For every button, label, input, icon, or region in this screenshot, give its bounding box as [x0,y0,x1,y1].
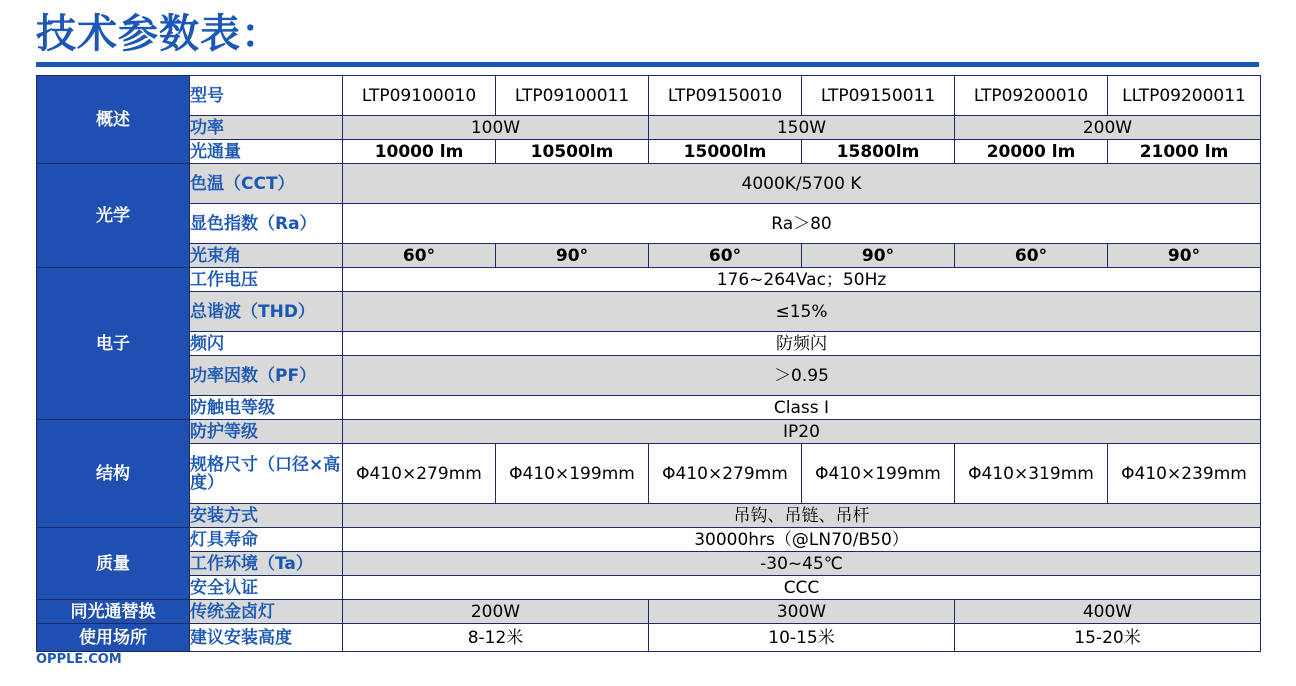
table-row [37,396,1261,420]
flux-cell: 20000 lm [955,140,1108,164]
halide-cell: 200W [343,600,649,624]
size-cell: Φ410×279mm [649,444,802,504]
category-usage: 使用场所 [37,624,190,652]
power-cell: 200W [955,116,1261,140]
row-label-shock: 防触电等级 [190,396,343,420]
flux-cell: 10500lm [496,140,649,164]
table-row [37,292,1261,332]
row-label-height: 建议安装高度 [190,624,343,652]
category-quality: 质量 [37,528,190,600]
row-label-cri: 显色指数（Ra） [190,204,343,244]
table-row [37,504,1261,528]
footer-website: OPPLE.COM [36,652,122,667]
table-row [37,444,1261,504]
table-row [37,356,1261,396]
row-label-life: 灯具寿命 [190,528,343,552]
category-structure: 结构 [37,420,190,528]
pf-cell: ＞0.95 [343,356,1261,396]
flux-cell: 15800lm [802,140,955,164]
table-row [37,116,1261,140]
halide-cell: 300W [649,600,955,624]
size-cell: Φ410×239mm [1108,444,1261,504]
table-row [37,552,1261,576]
model-cell: LTP09150010 [649,76,802,116]
row-label-env: 工作环境（Ta） [190,552,343,576]
halide-cell: 400W [955,600,1261,624]
table-row [37,528,1261,552]
flux-cell: 10000 lm [343,140,496,164]
row-label-size: 规格尺寸（口径×高度） [190,444,343,504]
thd-cell: ≤15% [343,292,1261,332]
model-cell: LTP09150011 [802,76,955,116]
row-label-beam: 光束角 [190,244,343,268]
power-cell: 100W [343,116,649,140]
beam-cell: 90° [802,244,955,268]
row-label-power: 功率 [190,116,343,140]
table-row [37,332,1261,356]
size-cell: Φ410×199mm [496,444,649,504]
row-label-flicker: 频闪 [190,332,343,356]
beam-cell: 60° [649,244,802,268]
table-row [37,268,1261,292]
table-row [37,76,1261,116]
env-cell: -30~45℃ [343,552,1261,576]
beam-cell: 60° [955,244,1108,268]
flux-cell: 21000 lm [1108,140,1261,164]
row-label-halide: 传统金卤灯 [190,600,343,624]
flux-cell: 15000lm [649,140,802,164]
flicker-cell: 防频闪 [343,332,1261,356]
table-row [37,420,1261,444]
page-title: 技术参数表： [36,11,282,57]
table-row [37,140,1261,164]
beam-cell: 90° [496,244,649,268]
row-label-cct: 色温（CCT） [190,164,343,204]
ip-cell: IP20 [343,420,1261,444]
table-row [37,600,1261,624]
row-label-ip: 防护等级 [190,420,343,444]
model-cell: LLTP09200011 [1108,76,1261,116]
height-cell: 10-15米 [649,624,955,652]
row-label-thd: 总谐波（THD） [190,292,343,332]
height-cell: 8-12米 [343,624,649,652]
model-cell: LTP09100010 [343,76,496,116]
shock-cell: Class I [343,396,1261,420]
size-cell: Φ410×279mm [343,444,496,504]
category-overview: 概述 [37,76,190,164]
cert-cell: CCC [343,576,1261,600]
voltage-cell: 176~264Vac；50Hz [343,268,1261,292]
row-label-pf: 功率因数（PF） [190,356,343,396]
life-cell: 30000hrs（@LN70/B50） [343,528,1261,552]
table-row [37,204,1261,244]
row-label-mount: 安装方式 [190,504,343,528]
category-electrical: 电子 [37,268,190,420]
table-row [37,624,1261,652]
table-row [37,164,1261,204]
table-row [37,244,1261,268]
row-label-flux: 光通量 [190,140,343,164]
beam-cell: 60° [343,244,496,268]
row-label-voltage: 工作电压 [190,268,343,292]
height-cell: 15-20米 [955,624,1261,652]
spec-table [36,75,1261,652]
cct-cell: 4000K/5700 K [343,164,1261,204]
mount-cell: 吊钩、吊链、吊杆 [343,504,1261,528]
category-replace: 同光通替换 [37,600,190,624]
row-label-cert: 安全认证 [190,576,343,600]
category-optics: 光学 [37,164,190,268]
power-cell: 150W [649,116,955,140]
title-divider [36,62,1259,67]
model-cell: LTP09100011 [496,76,649,116]
cri-cell: Ra＞80 [343,204,1261,244]
size-cell: Φ410×319mm [955,444,1108,504]
row-label-model: 型号 [190,76,343,116]
beam-cell: 90° [1108,244,1261,268]
table-row [37,576,1261,600]
size-cell: Φ410×199mm [802,444,955,504]
model-cell: LTP09200010 [955,76,1108,116]
